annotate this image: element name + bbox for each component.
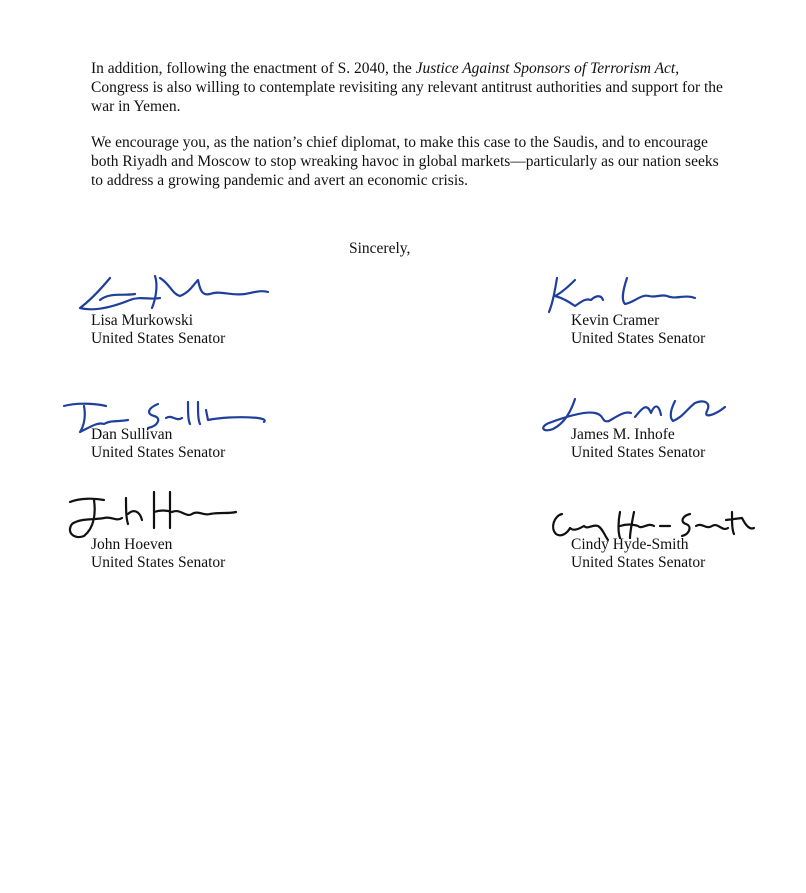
signatory-name: Dan Sullivan: [91, 426, 173, 443]
signatory-name: Cindy Hyde-Smith: [571, 536, 689, 553]
signatory-name: Lisa Murkowski: [91, 312, 194, 329]
signatory-name: John Hoeven: [91, 536, 173, 553]
signature-kevin-cramer: [545, 272, 705, 317]
signatory-name: James M. Inhofe: [571, 426, 675, 443]
signatory-title: United States Senator: [91, 444, 226, 461]
paragraph-encourage: We encourage you, as the nation’s chief diplomat, to make this case to the Saudis, and to encourage both Riyadh and Moscow to stop wreaking havoc in global markets—particularly as our nation seeks to address a growing pandemic and avert an economic crisis.: [91, 134, 719, 189]
closing-sincerely: Sincerely,: [349, 240, 411, 257]
signature-john-hoeven: [60, 488, 240, 543]
signatory-title: United States Senator: [91, 330, 226, 347]
signatory-title: United States Senator: [571, 554, 706, 571]
signatory-name: Kevin Cramer: [571, 312, 660, 329]
signatory-title: United States Senator: [571, 444, 706, 461]
paragraph-antitrust: [91, 59, 731, 116]
signatory-title: United States Senator: [91, 554, 226, 571]
paragraph-text: , Congress is also willing to contemplate revisiting any relevant antitrust authorities and support for the war in Yemen.: [91, 60, 723, 115]
signatory-title: United States Senator: [571, 330, 706, 347]
act-title: Justice Against Sponsors of Terrorism Act: [415, 60, 676, 77]
paragraph-text: In addition, following the enactment of S. 2040, the: [91, 60, 416, 77]
